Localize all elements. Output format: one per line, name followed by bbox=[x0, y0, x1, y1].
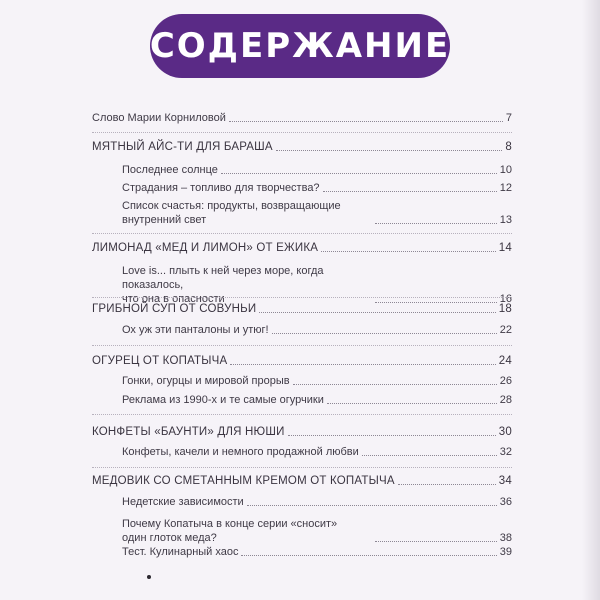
toc-entry[interactable] bbox=[122, 374, 512, 388]
toc-entry-label-line1: Love is... плыть к ней через море, когда показалось, bbox=[122, 265, 324, 291]
toc-section-label: МЕДОВИК СО СМЕТАННЫМ КРЕМОМ ОТ КОПАТЫЧА bbox=[92, 475, 395, 487]
section-divider bbox=[92, 297, 512, 298]
leader-dots bbox=[272, 333, 497, 334]
toc-entry-label bbox=[122, 264, 372, 306]
section-divider bbox=[92, 467, 512, 468]
toc-page-number: 7 bbox=[505, 112, 512, 124]
page-title: СОДЕРЖАНИЕ bbox=[149, 26, 451, 66]
toc-section-label: КОНФЕТЫ «БАУНТИ» ДЛЯ НЮШИ bbox=[92, 426, 285, 438]
toc-entry-label-line1: Список счастья: продукты, возвращающие bbox=[122, 200, 341, 212]
toc-section-cucumber[interactable] bbox=[92, 354, 512, 368]
toc-page-number: 13 bbox=[499, 214, 512, 226]
toc-entry-label bbox=[122, 199, 372, 227]
leader-dots bbox=[221, 173, 497, 174]
leader-dots bbox=[247, 505, 497, 506]
toc-page-number: 24 bbox=[498, 355, 512, 367]
toc-entry-label: Реклама из 1990-х и те самые огурчики bbox=[122, 394, 324, 406]
toc-entry-label-line2: внутренний свет bbox=[122, 214, 207, 226]
toc-entry-label: Последнее солнце bbox=[122, 164, 218, 176]
leader-dots bbox=[398, 484, 496, 485]
toc-entry[interactable] bbox=[122, 323, 512, 337]
toc-page-number: 32 bbox=[499, 446, 512, 458]
section-divider bbox=[92, 233, 512, 234]
section-divider bbox=[92, 414, 512, 415]
leader-dots bbox=[327, 403, 497, 404]
leader-dots bbox=[375, 223, 497, 224]
toc-page-number: 30 bbox=[498, 426, 512, 438]
toc-entry-label: Гонки, огурцы и мировой прорыв bbox=[122, 375, 290, 387]
toc-entry-label-line2: один глоток меда? bbox=[122, 532, 217, 544]
toc-page-number: 16 bbox=[499, 293, 512, 305]
toc-page-number: 39 bbox=[499, 546, 512, 558]
toc-page-number: 36 bbox=[499, 496, 512, 508]
leader-dots bbox=[323, 191, 497, 192]
leader-dots bbox=[362, 455, 497, 456]
toc-entry[interactable] bbox=[122, 517, 512, 545]
toc-page-number: 8 bbox=[505, 141, 512, 153]
toc-page-number: 34 bbox=[498, 475, 512, 487]
toc-entry-label: Слово Марии Корниловой bbox=[92, 112, 226, 124]
toc-section-label: ГРИБНОЙ СУП ОТ СОВУНЬИ bbox=[92, 303, 257, 315]
toc-entry-label: Ох уж эти панталоны и утюг! bbox=[122, 324, 269, 336]
leader-dots bbox=[375, 541, 497, 542]
section-divider bbox=[92, 345, 512, 346]
leader-dots bbox=[230, 364, 495, 365]
toc-entry-label: Тест. Кулинарный хаос bbox=[122, 546, 239, 558]
toc-entry-label: Недетские зависимости bbox=[122, 496, 244, 508]
toc-section-label: ОГУРЕЦ ОТ КОПАТЫЧА bbox=[92, 355, 228, 367]
leader-dots bbox=[259, 312, 495, 313]
toc-entry-foreword[interactable] bbox=[92, 111, 512, 125]
toc-entry-label-line1: Почему Копатыча в конце серии «сносит» bbox=[122, 518, 338, 530]
toc-entry[interactable] bbox=[122, 199, 512, 227]
toc-entry-label-line2: что она в опасности bbox=[122, 293, 225, 305]
toc-section-honey-cake[interactable] bbox=[92, 474, 512, 488]
toc-page-number: 10 bbox=[499, 164, 512, 176]
section-divider bbox=[92, 132, 512, 133]
toc-section-bounty-candy[interactable] bbox=[92, 425, 512, 439]
toc-page-number: 26 bbox=[499, 375, 512, 387]
toc-page-number: 18 bbox=[498, 303, 512, 315]
toc-page-number: 14 bbox=[498, 242, 512, 254]
ink-spot bbox=[147, 575, 151, 579]
toc-page-number: 12 bbox=[499, 182, 512, 194]
toc-entry[interactable] bbox=[122, 495, 512, 509]
toc-entry-label: Страдания – топливо для творчества? bbox=[122, 182, 320, 194]
toc-page-number: 38 bbox=[499, 532, 512, 544]
toc-entry[interactable] bbox=[122, 181, 512, 195]
toc-page-number: 28 bbox=[499, 394, 512, 406]
leader-dots bbox=[229, 121, 503, 122]
toc-entry[interactable] bbox=[122, 393, 512, 407]
toc-entry[interactable] bbox=[122, 545, 512, 559]
leader-dots bbox=[276, 150, 503, 151]
toc-entry[interactable] bbox=[122, 264, 512, 306]
toc-section-mushroom-soup[interactable] bbox=[92, 302, 512, 316]
toc-section-label: МЯТНЫЙ АЙС-ТИ ДЛЯ БАРАША bbox=[92, 141, 273, 153]
toc-entry[interactable] bbox=[122, 163, 512, 177]
toc-entry-label: Конфеты, качели и немного продажной любви bbox=[122, 446, 359, 458]
toc-section-label: ЛИМОНАД «МЕД И ЛИМОН» ОТ ЕЖИКА bbox=[92, 242, 319, 254]
leader-dots bbox=[288, 435, 496, 436]
toc-page-number: 22 bbox=[499, 324, 512, 336]
toc-entry[interactable] bbox=[122, 445, 512, 459]
toc-section-lemonade[interactable] bbox=[92, 241, 512, 255]
toc-section-mint-ice-tea[interactable] bbox=[92, 140, 512, 154]
toc-entry-label bbox=[122, 517, 372, 545]
leader-dots bbox=[321, 251, 496, 252]
leader-dots bbox=[241, 555, 496, 556]
leader-dots bbox=[293, 384, 497, 385]
